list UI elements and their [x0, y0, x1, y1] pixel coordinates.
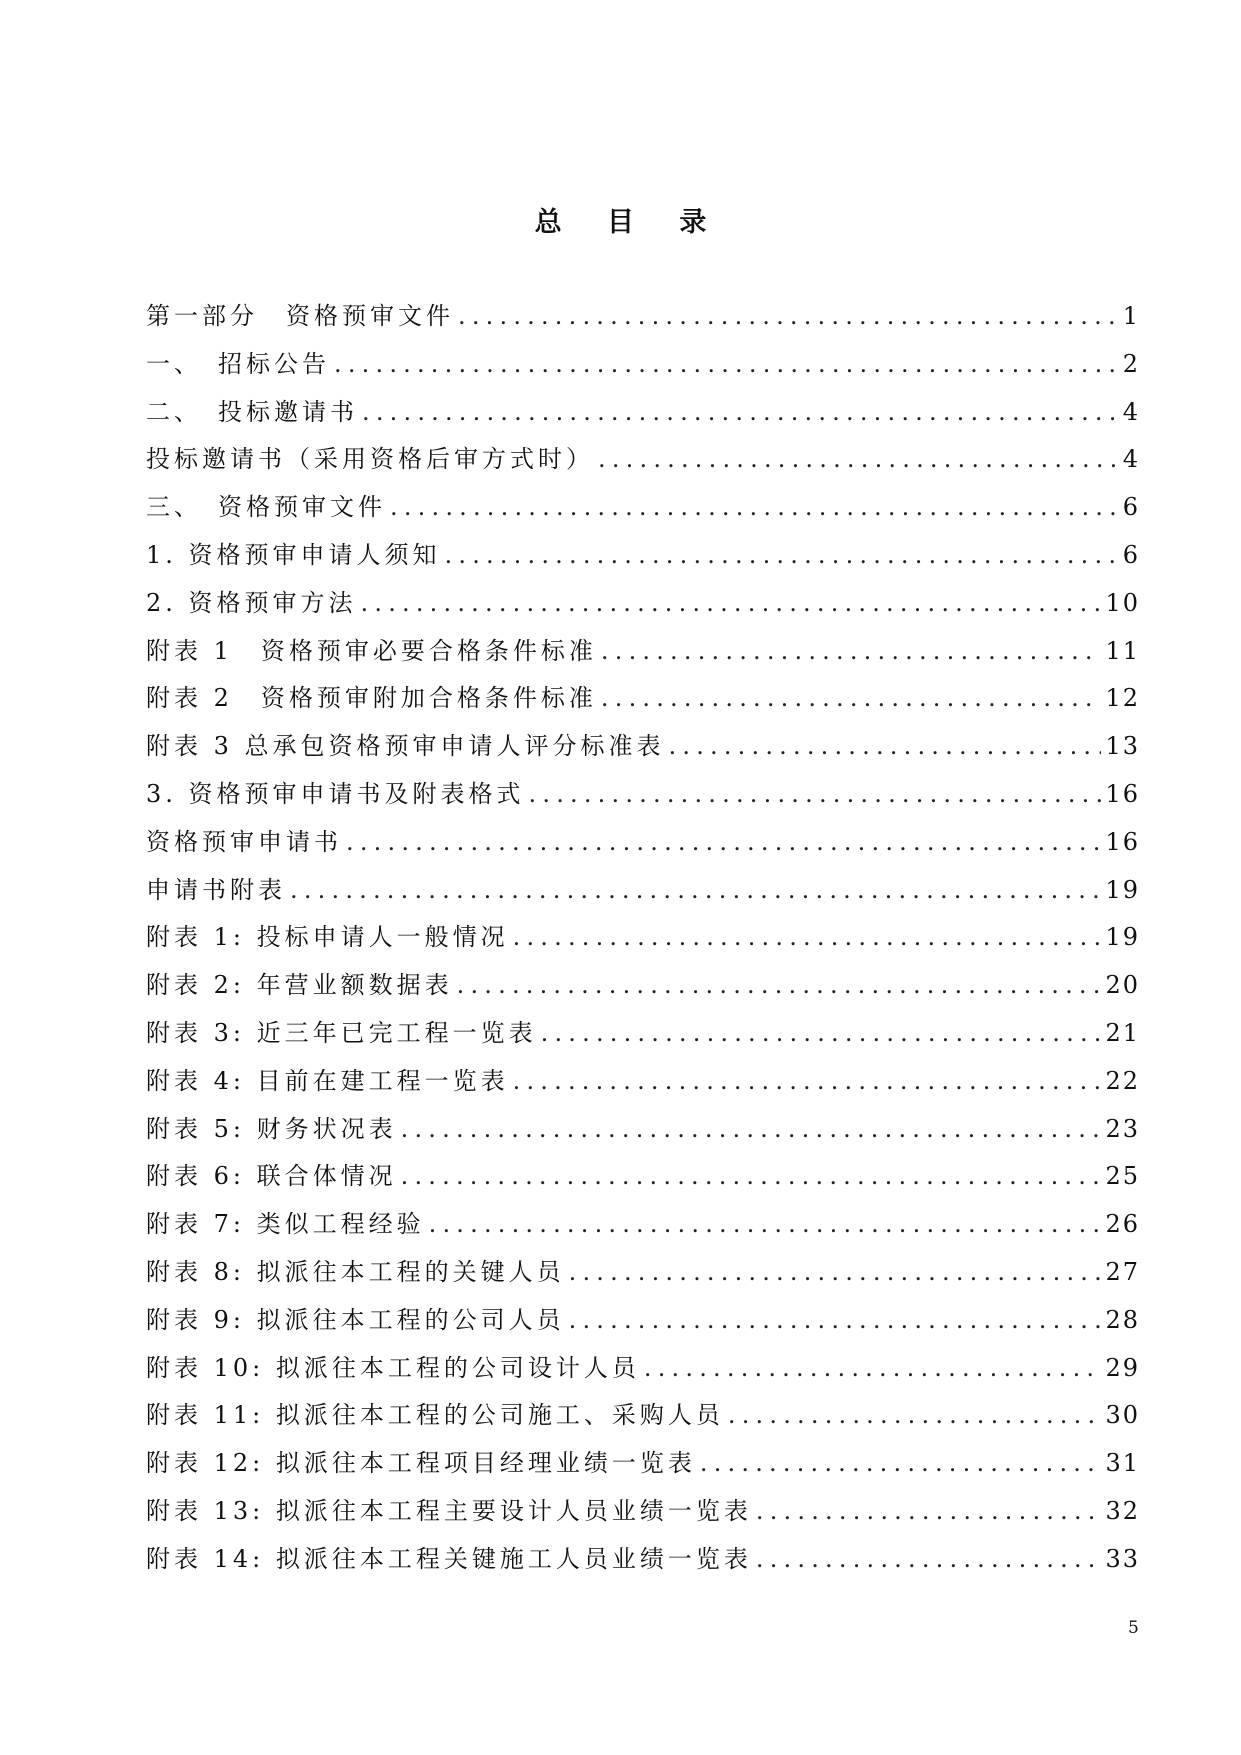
toc-entry-page: 25	[1105, 1162, 1140, 1191]
toc-entry-page: 11	[1105, 636, 1140, 665]
toc-entry-label: 附表 3: 近三年已完工程一览表	[146, 1018, 537, 1047]
toc-dot-leader	[361, 589, 1102, 617]
toc-dot-leader	[529, 780, 1102, 808]
toc-entry-label: 附表 2: 年营业额数据表	[146, 971, 453, 1000]
toc-entry-page: 6	[1122, 540, 1140, 569]
toc-dot-leader	[390, 493, 1119, 521]
toc-entry-label: 二、 投标邀请书	[146, 397, 358, 426]
toc-entry-page: 13	[1105, 732, 1140, 761]
toc-entry[interactable]	[146, 1539, 1140, 1587]
toc-entry[interactable]	[146, 1348, 1140, 1396]
toc-entry-page: 32	[1105, 1496, 1140, 1525]
toc-entry-label: 第一部分 资格预审文件	[146, 302, 454, 330]
toc-entry[interactable]	[146, 1252, 1140, 1300]
toc-dot-leader	[458, 302, 1119, 330]
toc-entry-page: 26	[1105, 1210, 1140, 1239]
toc-entry-page: 28	[1105, 1305, 1140, 1334]
toc-entry[interactable]	[146, 1061, 1140, 1109]
toc-entry[interactable]	[146, 822, 1140, 870]
toc-entry-label: 附表 14: 拟派往本工程关键施工人员业绩一览表	[146, 1544, 752, 1573]
toc-entry-label: 附表 10: 拟派往本工程的公司设计人员	[146, 1353, 640, 1382]
toc-entry-page: 19	[1105, 923, 1140, 952]
toc-dot-leader	[598, 445, 1119, 473]
toc-entry-page: 12	[1105, 684, 1140, 713]
toc-entry[interactable]	[146, 917, 1140, 965]
toc-entry-page: 20	[1105, 971, 1140, 1000]
toc-entry[interactable]	[146, 965, 1140, 1013]
page-number: 5	[1128, 1618, 1139, 1638]
toc-entry[interactable]	[146, 535, 1140, 583]
toc-dot-leader	[700, 1449, 1102, 1477]
toc-entry[interactable]	[146, 439, 1140, 487]
toc-entry-page: 23	[1105, 1114, 1140, 1143]
toc-entry-label: 附表 1 资格预审必要合格条件标准	[146, 636, 597, 665]
toc-entry[interactable]	[146, 392, 1140, 440]
toc-entry-page: 4	[1122, 397, 1140, 426]
toc-dot-leader	[756, 1497, 1102, 1525]
toc-dot-leader	[601, 637, 1102, 665]
toc-entry-page: 22	[1105, 1066, 1140, 1095]
toc-entry-label: 附表 5: 财务状况表	[146, 1114, 397, 1143]
toc-dot-leader	[669, 732, 1102, 760]
toc-entry[interactable]	[146, 1491, 1140, 1539]
toc-entry[interactable]	[146, 296, 1140, 344]
toc-entry[interactable]	[146, 487, 1140, 535]
toc-entry-label: 附表 1: 投标申请人一般情况	[146, 923, 509, 952]
toc-dot-leader	[401, 1162, 1102, 1190]
toc-entry-label: 附表 7: 类似工程经验	[146, 1210, 425, 1239]
toc-entry-label: 投标邀请书（采用资格后审方式时）	[146, 445, 594, 474]
toc-dot-leader	[644, 1354, 1102, 1382]
toc-entry-label: 附表 12: 拟派往本工程项目经理业绩一览表	[146, 1449, 696, 1478]
toc-entry-label: 附表 8: 拟派往本工程的关键人员	[146, 1257, 565, 1286]
toc-dot-leader	[445, 541, 1119, 569]
toc-dot-leader	[569, 1258, 1102, 1286]
toc-entry-label: 附表 9: 拟派往本工程的公司人员	[146, 1305, 565, 1334]
toc-entry-page: 16	[1105, 827, 1140, 856]
toc-dot-leader	[346, 828, 1101, 856]
toc-entry-page: 31	[1105, 1449, 1140, 1478]
toc-entry-label: 附表 6: 联合体情况	[146, 1162, 397, 1191]
toc-entry-label: 三、 资格预审文件	[146, 493, 386, 522]
toc-entry-label: 资格预审申请书	[146, 827, 342, 856]
table-of-contents	[146, 296, 1140, 1587]
toc-entry-page: 1	[1122, 302, 1140, 330]
toc-dot-leader	[513, 923, 1102, 951]
toc-entry-page: 10	[1105, 588, 1140, 617]
toc-dot-leader	[334, 350, 1119, 378]
toc-entry-label: 申请书附表	[146, 875, 286, 904]
toc-entry-page: 4	[1122, 445, 1140, 474]
toc-dot-leader	[541, 1019, 1102, 1047]
toc-dot-leader	[756, 1545, 1102, 1573]
toc-entry-label: 附表 11: 拟派往本工程的公司施工、采购人员	[146, 1401, 724, 1430]
toc-entry-label: 一、 招标公告	[146, 349, 330, 378]
toc-entry[interactable]	[146, 631, 1140, 679]
toc-entry[interactable]	[146, 1156, 1140, 1204]
toc-entry[interactable]	[146, 1204, 1140, 1252]
toc-entry[interactable]	[146, 1300, 1140, 1348]
toc-entry-page: 30	[1105, 1401, 1140, 1430]
toc-dot-leader	[290, 876, 1101, 904]
toc-entry[interactable]	[146, 1013, 1140, 1061]
toc-entry[interactable]	[146, 344, 1140, 392]
toc-dot-leader	[728, 1401, 1102, 1429]
toc-dot-leader	[457, 971, 1102, 999]
toc-entry-label: 2. 资格预审方法	[146, 588, 357, 617]
toc-entry[interactable]	[146, 583, 1140, 631]
toc-entry[interactable]	[146, 726, 1140, 774]
toc-entry-page: 6	[1122, 493, 1140, 522]
toc-entry[interactable]	[146, 870, 1140, 918]
toc-entry-page: 29	[1105, 1353, 1140, 1382]
toc-dot-leader	[429, 1210, 1102, 1238]
toc-entry-label: 3. 资格预审申请书及附表格式	[146, 779, 525, 808]
toc-dot-leader	[601, 684, 1102, 712]
toc-entry-label: 附表 3 总承包资格预审申请人评分标准表	[146, 732, 665, 761]
toc-entry[interactable]	[146, 774, 1140, 822]
toc-entry-label: 附表 13: 拟派往本工程主要设计人员业绩一览表	[146, 1496, 752, 1525]
toc-entry-page: 33	[1105, 1544, 1140, 1573]
toc-entry[interactable]	[146, 1443, 1140, 1491]
toc-entry-label: 1. 资格预审申请人须知	[146, 540, 441, 569]
page-title: 总 目 录	[534, 207, 725, 238]
toc-dot-leader	[362, 398, 1119, 426]
toc-entry[interactable]	[146, 1395, 1140, 1443]
toc-dot-leader	[401, 1115, 1102, 1143]
toc-entry-label: 附表 2 资格预审附加合格条件标准	[146, 684, 597, 713]
toc-dot-leader	[513, 1067, 1102, 1095]
toc-entry-page: 27	[1105, 1257, 1140, 1286]
toc-dot-leader	[569, 1306, 1102, 1334]
toc-entry[interactable]	[146, 678, 1140, 726]
toc-entry-page: 21	[1105, 1018, 1140, 1047]
toc-entry-page: 19	[1105, 875, 1140, 904]
toc-entry[interactable]	[146, 1109, 1140, 1157]
toc-entry-label: 附表 4: 目前在建工程一览表	[146, 1066, 509, 1095]
toc-entry-page: 16	[1105, 779, 1140, 808]
toc-entry-page: 2	[1122, 349, 1140, 378]
